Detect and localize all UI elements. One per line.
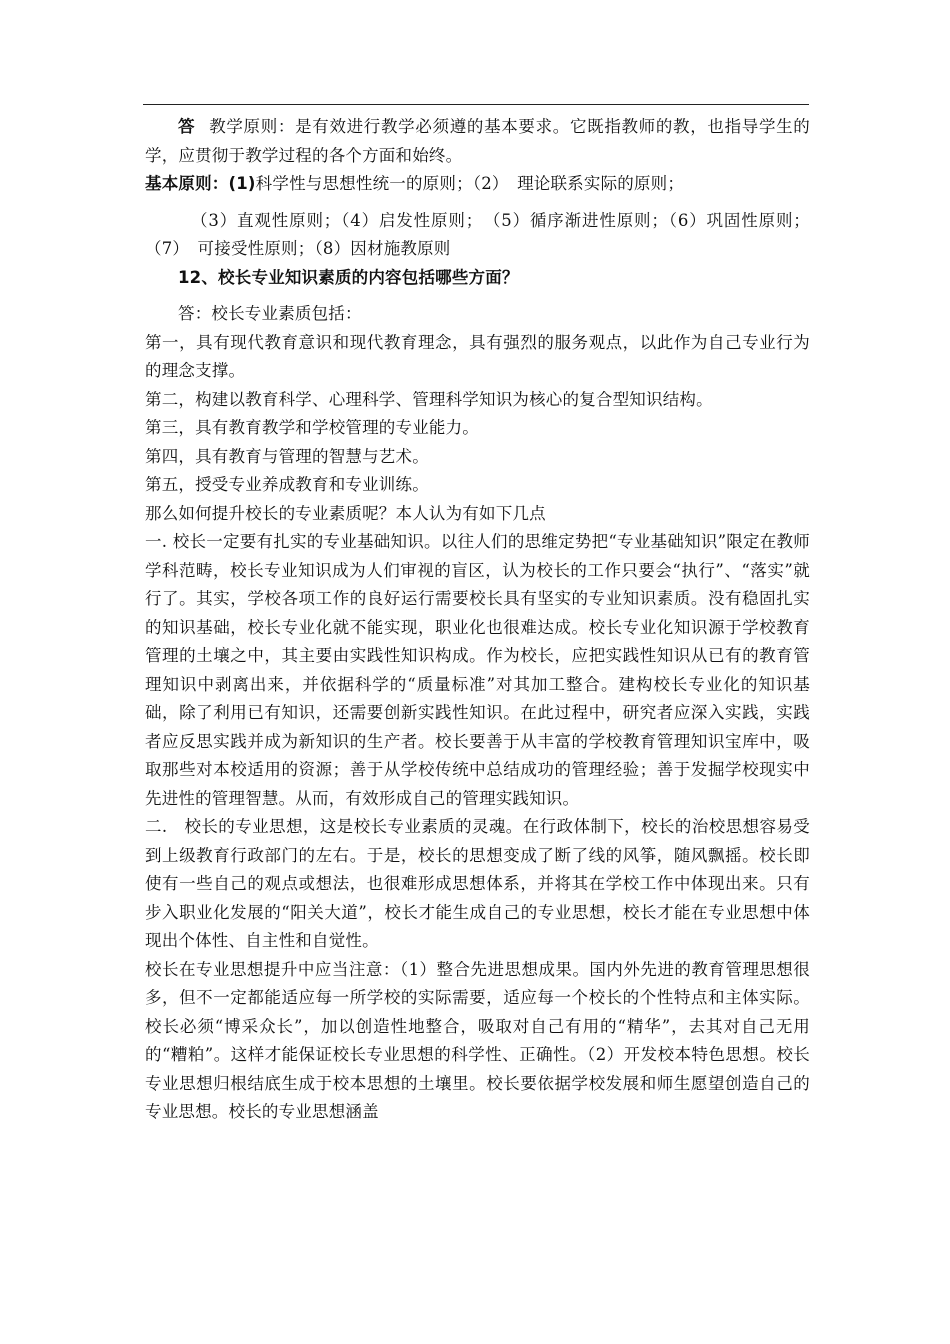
answer-paragraph: [145, 113, 810, 170]
answer12-intro: 答：校长专业素质包括：: [178, 304, 362, 323]
principles-paragraph: [145, 170, 810, 199]
point-2: 第二，构建以教育科学、心理科学、管理科学知识为核心的复合型知识结构。: [145, 389, 713, 409]
header-rule: [143, 104, 809, 105]
principles-list: （3）直观性原则；（4）启发性原则； （5）循序渐进性原则；（6）巩固性原则；（7） 可接受性原则；（8）因材施教原则: [145, 210, 810, 258]
point-1: 第一，具有现代教育意识和现代教育理念，具有强烈的服务观点，以此作为自己专业行为的理念支撑。: [145, 332, 810, 380]
answer-mark: 答: [178, 117, 196, 136]
document-body: [145, 113, 810, 1127]
section-2: 二. 校长的专业思想，这是校长专业素质的灵魂。在行政体制下，校长的治校思想容易受到上级教育行政部门的左右。于是，校长的思想变成了断了线的风筝，随风飘摇。校长即使有一些自己的观点或想法，也很难形成思想体系，并将其在学校工作中体现出来。只有步入职业化发展的“阳关大道”，校长才能生成自己的专业思想，校长才能在专业思想中体现出个体性、自主性和自觉性。: [145, 817, 810, 950]
how-to-paragraph: 那么如何提升校长的专业素质呢？本人认为有如下几点: [145, 503, 546, 523]
point-4: 第四，具有教育与管理的智慧与艺术。: [145, 446, 429, 466]
answer-intro: 教学原则：是有效进行教学必须遵的基本要求。它既指教师的教，也指导学生的学，应贯彻于教学过程的各个方面和始终。: [145, 117, 811, 165]
principles-label: 基本原则：(1): [145, 174, 256, 193]
point-5: 第五，授受专业养成教育和专业训练。: [145, 475, 429, 494]
principles-line1: 科学性与思想性统一的原则；（2） 理论联系实际的原则；: [255, 174, 685, 193]
point-3: 第三，具有教育教学和学校管理的专业能力。: [145, 418, 479, 437]
section-3: 校长在专业思想提升中应当注意：（1）整合先进思想成果。国内外先进的教育管理思想很多，但不一定都能适应每一所学校的实际需要，适应每一个校长的个性特点和主体实际。校长必须“博采众长”，加以创造性地整合，吸取对自己有用的“精华”，去其对自己无用的“糟粕”。这样才能保证校长专业思想的科学性、正确性。（2）开发校本特色思想。校长专业思想归根结底生成于校本思想的土壤里。校长要依据学校发展和师生愿望创造自己的专业思想。校长的专业思想涵盖: [145, 959, 810, 1121]
section-1: 一. 校长一定要有扎实的专业基础知识。以往人们的思维定势把“专业基础知识”限定在教师学科范畴，校长专业知识成为人们审视的盲区，认为校长的工作只要会“执行”、“落实”就行了。其实，学校各项工作的良好运行需要校长具有坚实的专业知识素质。没有稳固扎实的知识基础，校长专业化就不能实现，职业化也很难达成。校长专业化知识源于学校教育管理的土壤之中，其主要由实践性知识构成。作为校长，应把实践性知识从已有的教育管理知识中剥离出来，并依据科学的“质量标准”对其加工整合。建构校长专业化的知识基础，除了利用已有知识，还需要创新实践性知识。在此过程中，研究者应深入实践，实践者应反思实践并成为新知识的生产者。校长要善于从丰富的学校教育管理知识宝库中，吸取那些对本校适用的资源；善于从学校传统中总结成功的管理经验；善于发掘学校现实中先进性的管理智慧。从而，有效形成自己的管理实践知识。: [145, 532, 810, 808]
question-heading: 12、校长专业知识素质的内容包括哪些方面？: [178, 267, 519, 287]
